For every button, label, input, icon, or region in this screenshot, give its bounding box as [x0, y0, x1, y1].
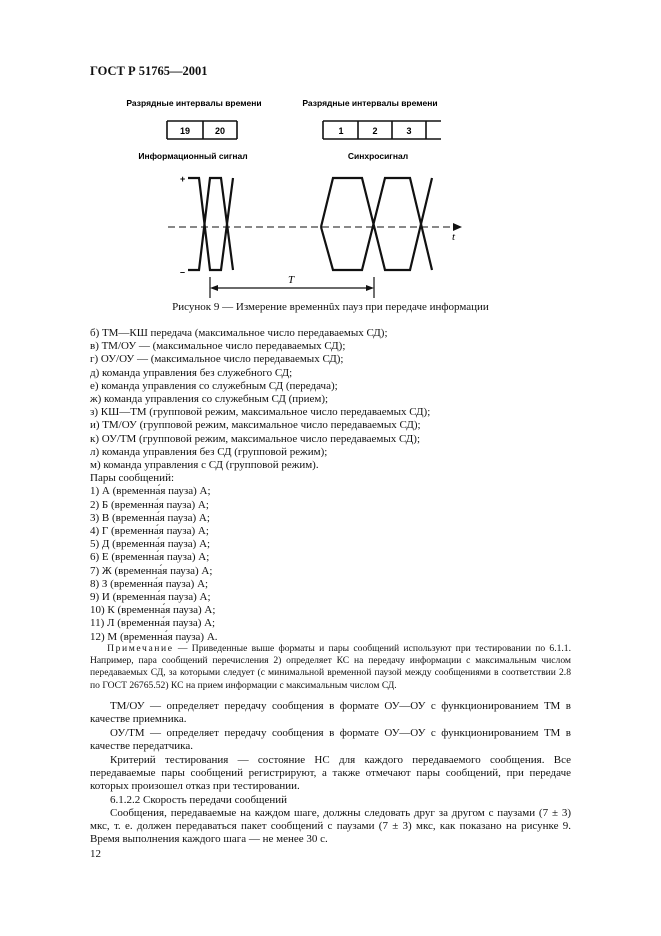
minus-sign: – [180, 267, 186, 277]
plus-sign: + [180, 174, 186, 184]
list-item: 6) Е (временна́я пауза) А; [90, 551, 210, 564]
bit-cell-20: 20 [214, 126, 226, 136]
list-item: 11) Л (временна́я пауза) А; [90, 617, 216, 630]
info-signal-waveform [188, 178, 233, 270]
list-item: 7) Ж (временна́я пауза) А; [90, 564, 213, 577]
list-item: 10) К (временна́я пауза) А; [90, 604, 216, 617]
page-number: 12 [90, 848, 101, 860]
pause-T-label: T [287, 274, 295, 286]
paragraph-message-rate: Сообщения, передаваемые на каждом шаге, должны следовать друг за другом с паузами (7 ± 3) мкс, т. е. должен передаваться пакет сообщений с паузами (7 ± 3) мкс, как показано на рисунке 9. Время выполнения каждого шага — не менее 30 с. [90, 807, 571, 846]
list-item: з) КШ—ТМ (групповой режим, максимальное число передаваемых СД); [90, 406, 431, 419]
page-header: ГОСТ Р 51765—2001 [90, 64, 208, 78]
time-axis [168, 223, 462, 231]
list-item: 2) Б (временна́я пауза) А; [90, 498, 209, 511]
list-item: г) ОУ/ОУ — (максимальное число передаваемых СД); [90, 353, 344, 366]
bit-cell-19: 19 [179, 126, 191, 136]
list-item: Пары сообщений: [90, 472, 175, 485]
right-interval-label: Разрядные интервалы времени [302, 98, 438, 108]
bit-cell-2: 2 [372, 126, 378, 136]
figure-9-diagram [0, 0, 661, 300]
paragraph-tm-ou: ТМ/ОУ — определяет передачу сообщения в формате ОУ—ОУ с функционированием ТМ в качестве приемника. [90, 700, 571, 726]
sync-signal-waveform [321, 178, 432, 270]
paragraph-ou-tm: ОУ/ТМ — определяет передачу сообщения в формате ОУ—ОУ с функционированием ТМ в качестве передатчика. [90, 727, 571, 753]
note-paragraph [90, 643, 571, 692]
sync-signal-label: Синхросигнал [347, 151, 409, 161]
left-interval-label: Разрядные интервалы времени [126, 98, 262, 108]
list-item: ж) команда управления со служебным СД (прием); [90, 393, 329, 406]
list-item: 5) Д (временна́я пауза) А; [90, 538, 211, 551]
list-item: е) команда управления со служебным СД (передача); [90, 379, 338, 392]
list-item: 3) В (временна́я пауза) А; [90, 511, 210, 524]
section-heading-6-1-2-2: 6.1.2.2 Скорость передачи сообщений [110, 794, 288, 806]
bit-cell-1: 1 [338, 126, 344, 136]
list-item: 1) А (временна́я пауза) А; [90, 485, 211, 498]
left-bit-cells [167, 121, 237, 139]
list-item: в) ТМ/ОУ — (максимальное число передаваемых СД); [90, 340, 346, 353]
info-signal-label: Информационный сигнал [138, 151, 248, 161]
list-item: л) команда управления без СД (групповой режим); [90, 445, 328, 458]
list-item: 8) З (временна́я пауза) А; [90, 577, 209, 590]
list-item: и) ТМ/ОУ (групповой режим, максимальное число передаваемых СД); [90, 419, 421, 432]
message-list [90, 327, 430, 644]
time-axis-label: t [452, 231, 456, 243]
note-text: — Приведенные выше форматы и пары сообщений используют при тестировании по 6.1.1. Например, пара сообщений перечисления 2) определяет КС на передачу информации с максимальным числом передаваемых СД, за которыми следует (с минимальной временной паузой между сообщениями в соответствии 2.8 по ГОСТ 26765.52) КС на прием информации с максимальным числом СД. [90, 643, 572, 691]
list-item: 12) М (временна́я пауза) А. [90, 630, 218, 643]
paragraph-test-criterion: Критерий тестирования — состояние НС для каждого передаваемого сообщения. Все передаваемые пары сообщений регистрируют, а также отмечают пары сообщений, при передаче которых произошел отказ при тестировании. [90, 754, 571, 793]
list-item: д) команда управления без служебного СД; [90, 366, 293, 379]
list-item: м) команда управления с СД (групповой режим). [90, 459, 319, 472]
list-item: 4) Г (временна́я пауза) А; [90, 525, 209, 538]
note-label: Примечание [107, 643, 174, 654]
list-item: 9) И (временна́я пауза) А; [90, 591, 211, 604]
list-item: к) ОУ/ТМ (групповой режим, максимальное число передаваемых СД); [90, 432, 421, 445]
bit-cell-3: 3 [406, 126, 412, 136]
figure-caption: Рисунок 9 — Измерение временнûх пауз при передаче информации [172, 301, 489, 313]
list-item: б) ТМ—КШ передача (максимальное число передаваемых СД); [90, 327, 388, 339]
